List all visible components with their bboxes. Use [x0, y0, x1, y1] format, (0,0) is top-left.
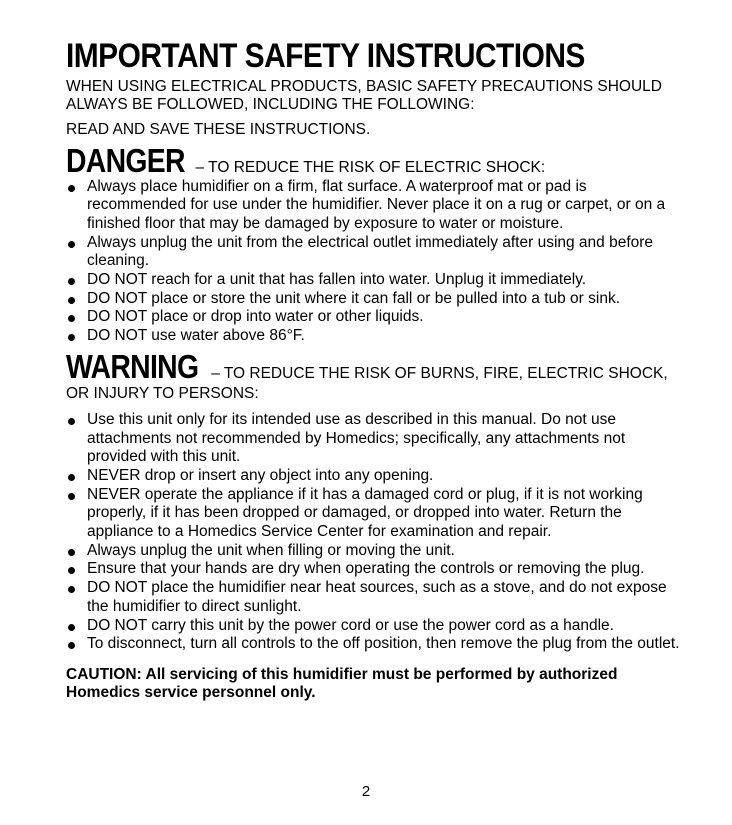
danger-list [66, 178, 686, 346]
danger-item [66, 327, 686, 346]
warning-item [66, 542, 686, 561]
danger-heading-text: – TO REDUCE THE RISK OF ELECTRIC SHOCK: [191, 158, 546, 176]
bullet-icon [68, 185, 75, 192]
bullet-icon [68, 474, 75, 481]
warning-item-text: Ensure that your hands are dry when operating the controls or removing the plug. [87, 560, 645, 578]
warning-item-text: DO NOT carry this unit by the power cord or use the power cord as a handle. [87, 616, 614, 634]
bullet-icon [68, 567, 75, 574]
warning-item-text: NEVER drop or insert any object into any opening. [87, 466, 434, 484]
bullet-icon [68, 297, 75, 304]
bullet-icon [68, 241, 75, 248]
warning-item [66, 486, 686, 542]
danger-item [66, 234, 686, 271]
warning-item [66, 560, 686, 579]
danger-item-text: DO NOT use water above 86°F. [87, 327, 305, 345]
caution-note: CAUTION: All servicing of this humidifier must be performed by authorized Homedics service personnel only. [66, 665, 618, 701]
warning-label: WARNING [66, 347, 199, 385]
warning-heading [66, 347, 686, 404]
warning-list [66, 411, 686, 654]
danger-item [66, 308, 686, 327]
danger-item-text: Always place humidifier on a firm, flat surface. A waterproof mat or pad is recommended for use under the humidifier. Never place it on a rug or carpet, or on a finished floor that may be damaged by exposure to water or moisture. [87, 177, 666, 232]
bullet-icon [68, 493, 75, 500]
danger-label: DANGER [66, 141, 185, 179]
warning-item-text: DO NOT place the humidifier near heat sources, such as a stove, and do not expose the humidifier to direct sunlight. [87, 579, 667, 615]
document-page [66, 36, 686, 702]
bullet-icon [68, 642, 75, 649]
bullet-icon [68, 278, 75, 285]
danger-item [66, 271, 686, 290]
warning-item [66, 467, 686, 486]
warning-item [66, 635, 686, 654]
bullet-icon [68, 586, 75, 593]
warning-item [66, 617, 686, 636]
page-title: IMPORTANT SAFETY INSTRUCTIONS [66, 37, 585, 75]
page-number: 2 [361, 783, 371, 800]
bullet-icon [68, 549, 75, 556]
danger-item-text: DO NOT place or store the unit where it can fall or be pulled into a tub or sink. [87, 289, 621, 307]
warning-item-text: Use this unit only for its intended use as described in this manual. Do not use attachments not recommended by Homedics; specifically, any attachments not provided with this unit. [87, 410, 626, 466]
intro-text: WHEN USING ELECTRICAL PRODUCTS, BASIC SAFETY PRECAUTIONS SHOULD ALWAYS BE FOLLOWED, INCLUDING THE FOLLOWING: [66, 78, 662, 113]
danger-item [66, 178, 686, 234]
warning-heading-text: – TO REDUCE THE RISK OF BURNS, FIRE, ELECTRIC SHOCK, OR INJURY TO PERSONS: [66, 364, 668, 402]
danger-heading [66, 141, 686, 179]
warning-item-text: To disconnect, turn all controls to the off position, then remove the plug from the outlet. [87, 635, 680, 653]
bullet-icon [68, 418, 75, 425]
danger-item-text: Always unplug the unit from the electrical outlet immediately after using and before cleaning. [87, 233, 654, 270]
danger-item-text: DO NOT reach for a unit that has fallen into water. Unplug it immediately. [87, 271, 587, 289]
warning-item [66, 411, 686, 467]
read-save-notice: READ AND SAVE THESE INSTRUCTIONS. [66, 121, 371, 138]
warning-item [66, 579, 686, 616]
bullet-icon [68, 315, 75, 322]
danger-item-text: DO NOT place or drop into water or other liquids. [87, 308, 424, 326]
bullet-icon [68, 334, 75, 341]
warning-item-text: Always unplug the unit when filling or moving the unit. [87, 541, 455, 559]
danger-item [66, 290, 686, 309]
warning-item-text: NEVER operate the appliance if it has a damaged cord or plug, if it is not working properly, if it has been dropped or damaged, or dropped into water. Return the appliance to a Homedics Service Center for examination and repair. [87, 485, 643, 541]
bullet-icon [68, 624, 75, 631]
